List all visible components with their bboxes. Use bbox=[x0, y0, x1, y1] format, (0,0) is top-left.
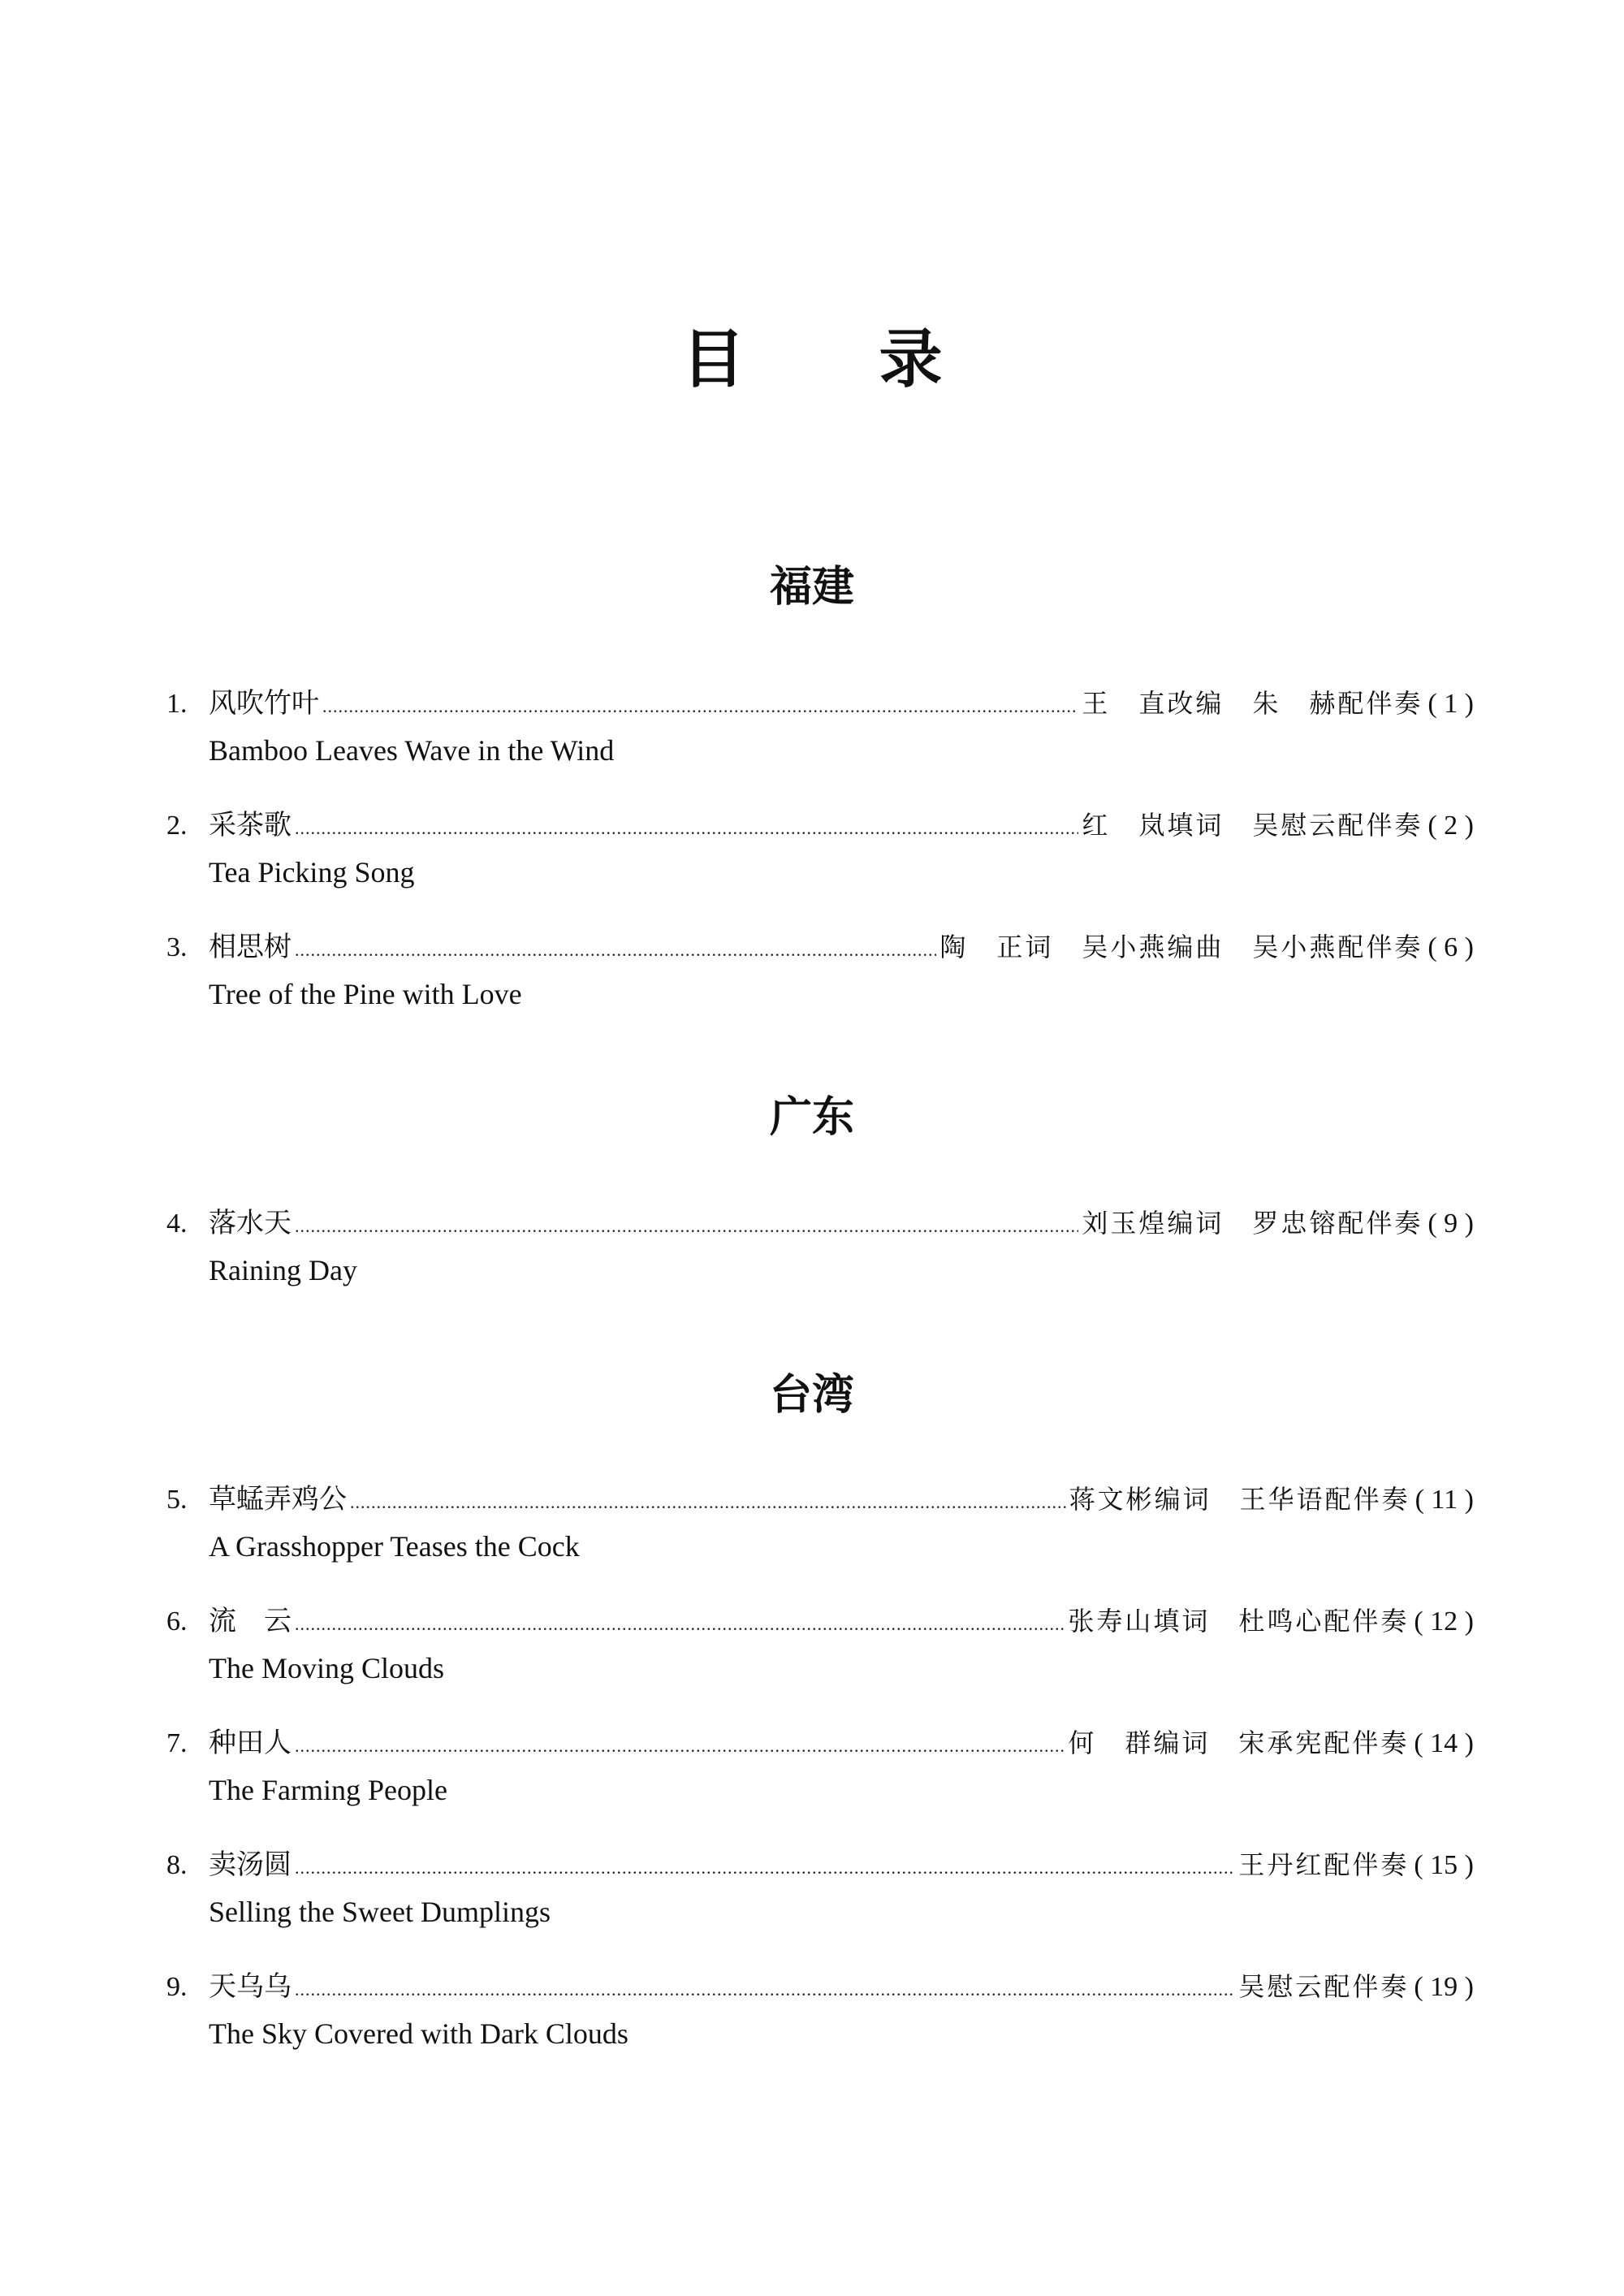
section-heading-guangdong: 广东 bbox=[769, 1092, 854, 1142]
toc-entry-4[interactable] bbox=[166, 1200, 1474, 1288]
toc-entry-6[interactable] bbox=[166, 1598, 1474, 1686]
dot-leader bbox=[295, 1845, 1235, 1891]
dot-leader bbox=[295, 1602, 1065, 1647]
entry-page: ( 2 ) bbox=[1427, 811, 1474, 841]
entry-number: 7. bbox=[166, 1728, 188, 1758]
entry-page: ( 9 ) bbox=[1427, 1209, 1474, 1239]
entry-title-cn: 风吹竹叶 bbox=[209, 687, 319, 720]
entry-credit: 蒋文彬编词 王华语配伴奏 bbox=[1069, 1484, 1410, 1515]
entry-title-en: The Farming People bbox=[209, 1774, 447, 1806]
entry-title-en: A Grasshopper Teases the Cock bbox=[209, 1530, 580, 1563]
entry-credit: 陶 正词 吴小燕编曲 吴小燕配伴奏 bbox=[939, 932, 1423, 962]
entry-title-cn: 卖汤圆 bbox=[209, 1848, 292, 1881]
entry-title-en: The Moving Clouds bbox=[209, 1652, 445, 1684]
dot-leader bbox=[295, 1204, 1078, 1249]
entry-title-cn: 天乌乌 bbox=[209, 1970, 292, 2003]
entry-title-en: Selling the Sweet Dumplings bbox=[209, 1896, 551, 1928]
entry-number: 4. bbox=[166, 1209, 188, 1239]
toc-entry-7[interactable] bbox=[166, 1720, 1474, 1808]
toc-entry-1[interactable] bbox=[166, 681, 1474, 768]
entry-page: ( 19 ) bbox=[1414, 1972, 1474, 2002]
entry-page: ( 1 ) bbox=[1427, 689, 1474, 719]
entry-title-cn: 相思树 bbox=[209, 931, 292, 963]
entry-title-en: Tea Picking Song bbox=[209, 856, 415, 889]
entry-title-cn: 落水天 bbox=[209, 1207, 292, 1239]
toc-entry-8[interactable] bbox=[166, 1842, 1474, 1930]
entry-title-cn: 草蜢弄鸡公 bbox=[209, 1483, 347, 1516]
entry-page: ( 15 ) bbox=[1414, 1850, 1474, 1880]
entry-page: ( 12 ) bbox=[1414, 1606, 1474, 1637]
title-char-1: 目 bbox=[681, 322, 745, 396]
entry-title-cn: 种田人 bbox=[209, 1727, 292, 1759]
entry-number: 5. bbox=[166, 1485, 188, 1515]
section-heading-fujian: 福建 bbox=[769, 562, 854, 612]
entry-number: 9. bbox=[166, 1972, 188, 2002]
entry-title-en: Raining Day bbox=[209, 1254, 357, 1286]
toc-entry-9[interactable] bbox=[166, 1964, 1474, 2052]
entry-credit: 刘玉煌编词 罗忠镕配伴奏 bbox=[1082, 1208, 1423, 1239]
entry-number: 2. bbox=[166, 811, 188, 841]
entry-title-en: Bamboo Leaves Wave in the Wind bbox=[209, 734, 615, 767]
entry-page: ( 11 ) bbox=[1415, 1485, 1474, 1515]
dot-leader bbox=[295, 806, 1078, 851]
entry-credit: 王丹红配伴奏 bbox=[1238, 1849, 1410, 1880]
entry-page: ( 14 ) bbox=[1414, 1728, 1474, 1758]
entry-number: 8. bbox=[166, 1850, 188, 1880]
entry-credit: 张寿山填词 杜鸣心配伴奏 bbox=[1068, 1606, 1410, 1637]
entry-title-cn: 采茶歌 bbox=[209, 809, 292, 841]
dot-leader bbox=[350, 1480, 1066, 1525]
section-heading-taiwan: 台湾 bbox=[769, 1370, 854, 1420]
toc-entry-5[interactable] bbox=[166, 1477, 1474, 1564]
toc-entry-2[interactable] bbox=[166, 802, 1474, 890]
entry-credit: 红 岚填词 吴慰云配伴奏 bbox=[1082, 810, 1423, 841]
entry-credit: 吴慰云配伴奏 bbox=[1238, 1971, 1410, 2002]
entry-number: 6. bbox=[166, 1606, 188, 1637]
entry-title-en: Tree of the Pine with Love bbox=[209, 978, 522, 1010]
entry-title-en: The Sky Covered with Dark Clouds bbox=[209, 2017, 628, 2050]
entry-number: 1. bbox=[166, 689, 188, 719]
entry-number: 3. bbox=[166, 932, 188, 962]
entry-title-cn: 流 云 bbox=[209, 1605, 292, 1637]
dot-leader bbox=[322, 684, 1078, 729]
dot-leader bbox=[295, 1723, 1065, 1769]
entry-credit: 王 直改编 朱 赫配伴奏 bbox=[1082, 688, 1423, 719]
dot-leader bbox=[295, 1967, 1235, 2013]
entry-page: ( 6 ) bbox=[1427, 932, 1474, 962]
page-title bbox=[0, 309, 1624, 400]
entry-credit: 何 群编词 宋承宪配伴奏 bbox=[1068, 1727, 1410, 1758]
toc-entry-3[interactable] bbox=[166, 924, 1474, 1012]
dot-leader bbox=[295, 927, 936, 973]
title-char-2: 录 bbox=[879, 322, 943, 396]
